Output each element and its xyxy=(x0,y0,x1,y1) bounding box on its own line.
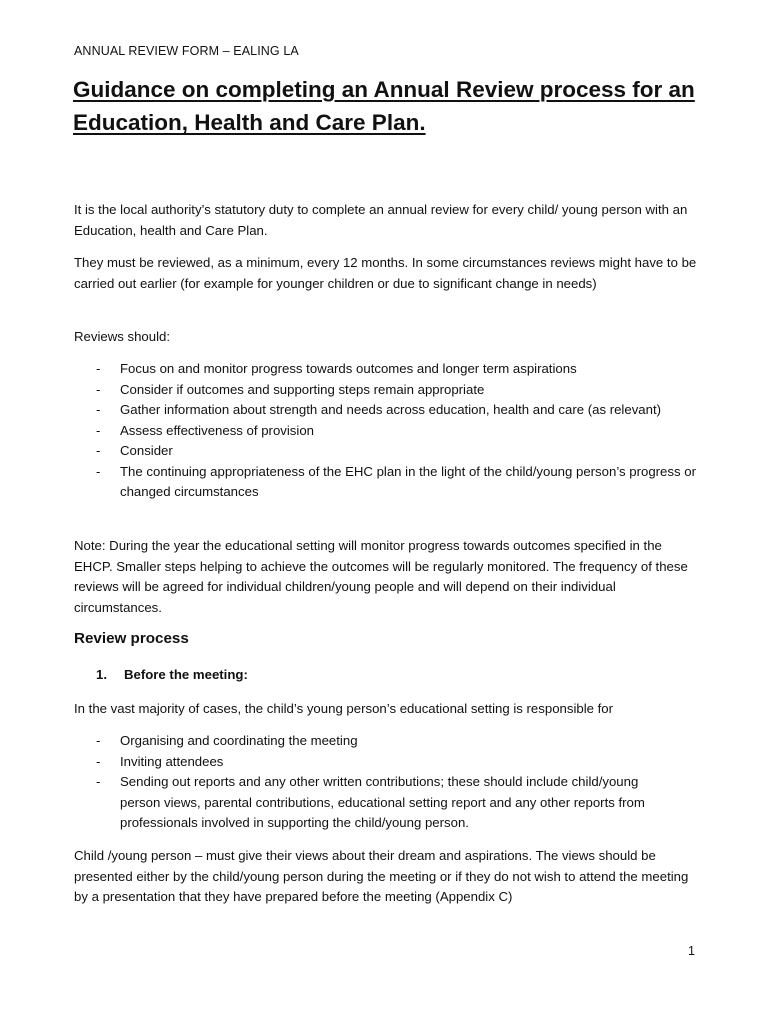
list-item-text: Organising and coordinating the meeting xyxy=(120,733,358,748)
bullet-marker: - xyxy=(96,733,101,748)
list-item-text: Assess effectiveness of provision xyxy=(120,422,315,438)
review-frequency-paragraph: They must be reviewed, as a minimum, every 12 months. In some circumstances reviews might have to be carried out earlier (for example for younger children or due to significant change in needs) xyxy=(74,255,697,291)
list-item-text: Focus on and monitor progress towards outcomes and longer term aspirations xyxy=(120,361,577,376)
list-item xyxy=(74,441,704,462)
reviews-intro: Reviews should: xyxy=(74,329,171,344)
bullet-marker: - xyxy=(96,381,101,397)
child-views-paragraph: Child /young person – must give their views about their dream and aspirations. The views should be presented either by the child/young person during the meeting or if they do not wish to attend the meeting by a presentation that they have prepared before the meeting (Appendix C) xyxy=(74,848,689,905)
setting-bullet-list xyxy=(74,731,704,834)
setting-responsibility-intro: In the vast majority of cases, the child’s young person’s educational setting is responsible for xyxy=(74,701,614,716)
note-paragraph: Note: During the year the educational setting will monitor progress towards outcomes specified in the EHCP. Smaller steps helping to achieve the outcomes will be regularly monitored. The frequency of these reviews will be agreed for individual children/young people and will depend on their individual circumstances. xyxy=(74,538,688,616)
list-item xyxy=(74,772,704,834)
list-item-text: Gather information about strength and needs across education, health and care (as relevant) xyxy=(120,402,662,417)
list-item xyxy=(74,462,704,503)
bullet-marker: - xyxy=(96,422,101,438)
list-item xyxy=(74,359,704,380)
page-number: 1 xyxy=(688,944,695,958)
bullet-marker: - xyxy=(96,463,101,479)
reviews-bullet-list xyxy=(74,359,704,503)
list-item xyxy=(74,400,704,421)
bullet-marker: - xyxy=(96,753,101,769)
list-item xyxy=(74,421,704,442)
subheading-number: 1. xyxy=(96,667,107,682)
list-item xyxy=(74,731,704,752)
section-heading-review-process: Review process xyxy=(74,630,189,647)
bullet-marker: - xyxy=(96,443,101,458)
document-title: Guidance on completing an Annual Review process for an Education, Health and Care Plan. xyxy=(73,77,695,135)
form-header: ANNUAL REVIEW FORM – EALING LA xyxy=(74,44,299,58)
list-item-text: Consider xyxy=(120,443,173,458)
bullet-marker: - xyxy=(96,402,101,417)
bullet-marker: - xyxy=(96,774,101,789)
subheading-text: Before the meeting: xyxy=(124,667,248,682)
list-item-text: Sending out reports and any other written contributions; these should include child/young person views, parental contributions, educational setting report and any other reports from professionals involved in supporting the child/young person. xyxy=(120,774,645,830)
list-item xyxy=(74,752,704,773)
list-item-text: Consider if outcomes and supporting steps remain appropriate xyxy=(120,381,485,397)
list-item xyxy=(74,380,704,401)
list-item-text: Inviting attendees xyxy=(120,753,224,769)
subheading-before-meeting xyxy=(96,667,248,682)
bullet-marker: - xyxy=(96,361,101,376)
list-item-text: The continuing appropriateness of the EHC plan in the light of the child/young person’s progress or changed circumstances xyxy=(120,463,696,499)
statutory-duty-paragraph: It is the local authority’s statutory duty to complete an annual review for every child/ young person with an Education, health and Care Plan. xyxy=(74,202,688,238)
